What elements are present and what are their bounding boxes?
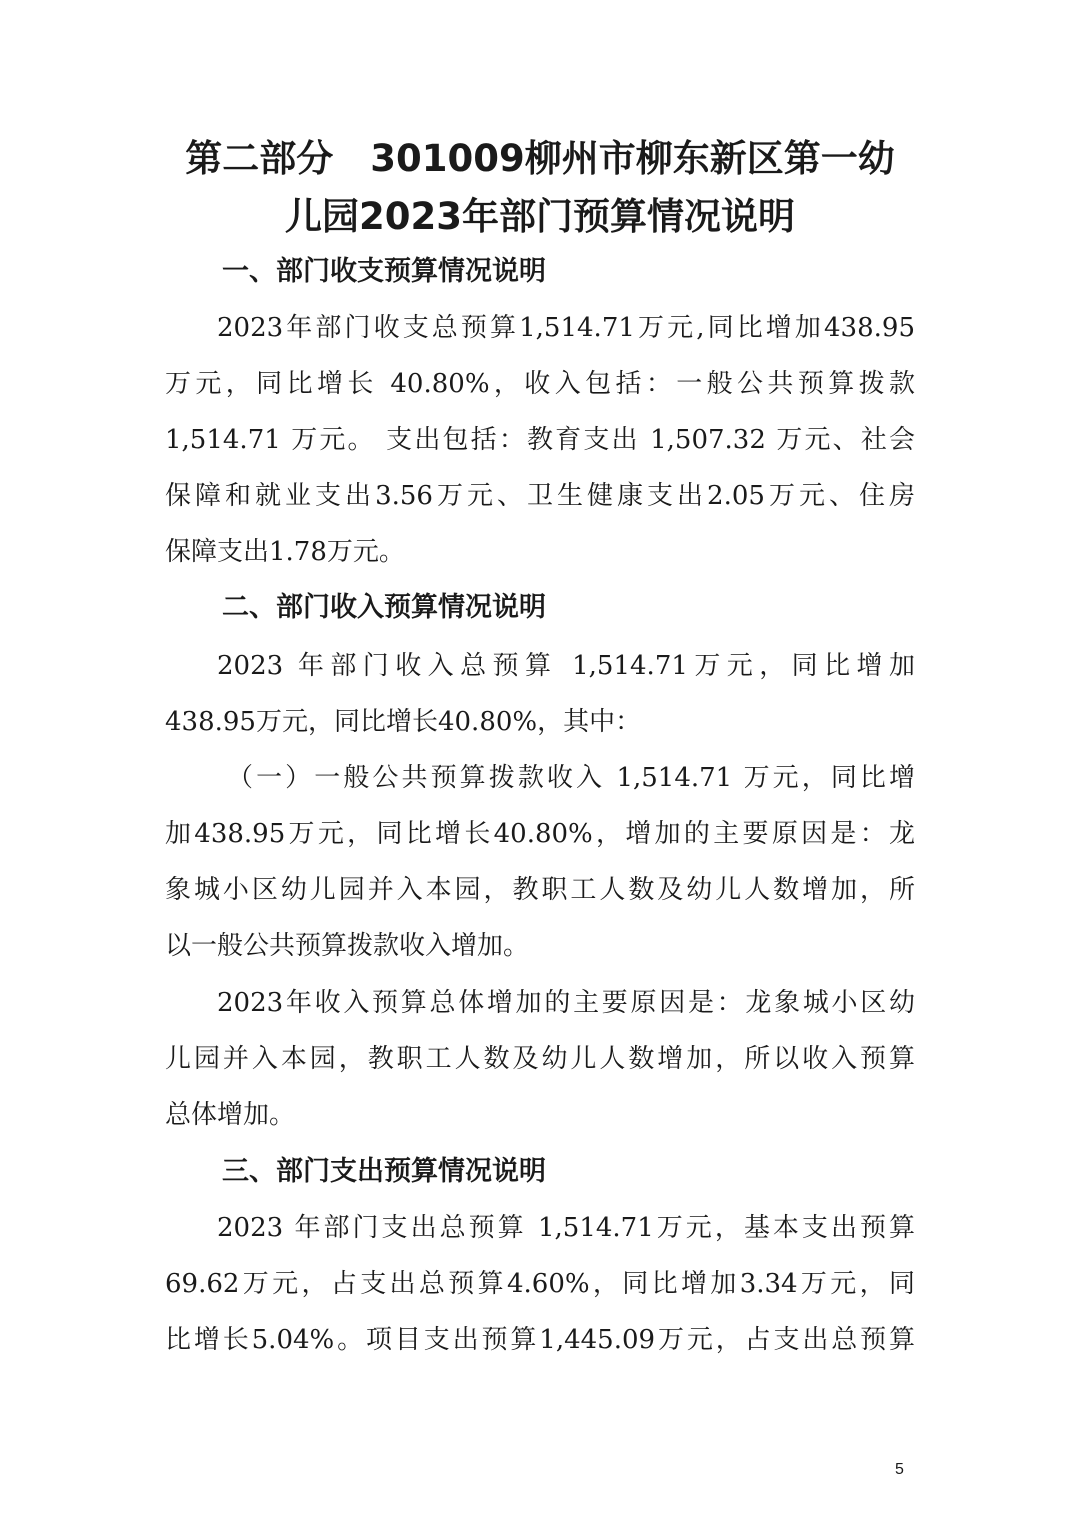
paragraph-line: 69.62万元，占支出总预算4.60%，同比增加3.34万元，同 (165, 1269, 915, 1299)
paragraph-line: 2023年收入预算总体增加的主要原因是：龙象城小区幼 (217, 988, 915, 1018)
paragraph-line: 2023 年部门支出总预算 1,514.71万元，基本支出预算 (217, 1213, 915, 1243)
paragraph-line: 2023 年部门收入总预算 1,514.71万元，同比增加 (217, 651, 915, 681)
section-2-paragraph-2 (165, 750, 915, 974)
section-1-paragraph-1 (165, 300, 915, 580)
paragraph-line: （一）一般公共预算拨款收入 1,514.71 万元，同比增 (227, 763, 915, 793)
paragraph-line: 438.95万元，同比增长40.80%，其中： (165, 707, 642, 737)
paragraph-line: 1,514.71 万元。 支出包括：教育支出 1,507.32 万元、社会 (165, 425, 915, 455)
paragraph-line: 2023年部门收支总预算1,514.71万元,同比增加438.95 (217, 313, 915, 343)
paragraph-line: 象城小区幼儿园并入本园，教职工人数及幼儿人数增加，所 (165, 875, 915, 905)
page-number: 5 (895, 1461, 904, 1478)
paragraph-line: 加438.95万元，同比增长40.80%，增加的主要原因是：龙 (165, 819, 915, 849)
section-3-paragraph-1 (165, 1200, 915, 1368)
paragraph-line: 比增长5.04%。项目支出预算1,445.09万元，占支出总预算 (165, 1325, 915, 1355)
paragraph-line: 儿园并入本园，教职工人数及幼儿人数增加，所以收入预算 (165, 1044, 915, 1074)
title-line-2: 儿园2023年部门预算情况说明 (285, 195, 795, 238)
paragraph-line: 万元，同比增长 40.80%，收入包括：一般公共预算拨款 (165, 369, 915, 399)
paragraph-line: 保障支出1.78万元。 (165, 537, 405, 567)
title-line-1: 第二部分 301009柳州市柳东新区第一幼 (185, 137, 895, 180)
section-heading-3: 三、部门支出预算情况说明 (222, 1156, 546, 1187)
section-2-paragraph-3 (165, 975, 915, 1143)
section-heading-1: 一、部门收支预算情况说明 (222, 256, 546, 287)
page-title (165, 130, 915, 246)
paragraph-line: 以一般公共预算拨款收入增加。 (165, 931, 530, 961)
paragraph-line: 总体增加。 (165, 1100, 296, 1130)
section-2-paragraph-1 (165, 638, 915, 750)
paragraph-line: 保障和就业支出3.56万元、卫生健康支出2.05万元、住房 (165, 481, 915, 511)
section-heading-2: 二、部门收入预算情况说明 (222, 592, 546, 623)
